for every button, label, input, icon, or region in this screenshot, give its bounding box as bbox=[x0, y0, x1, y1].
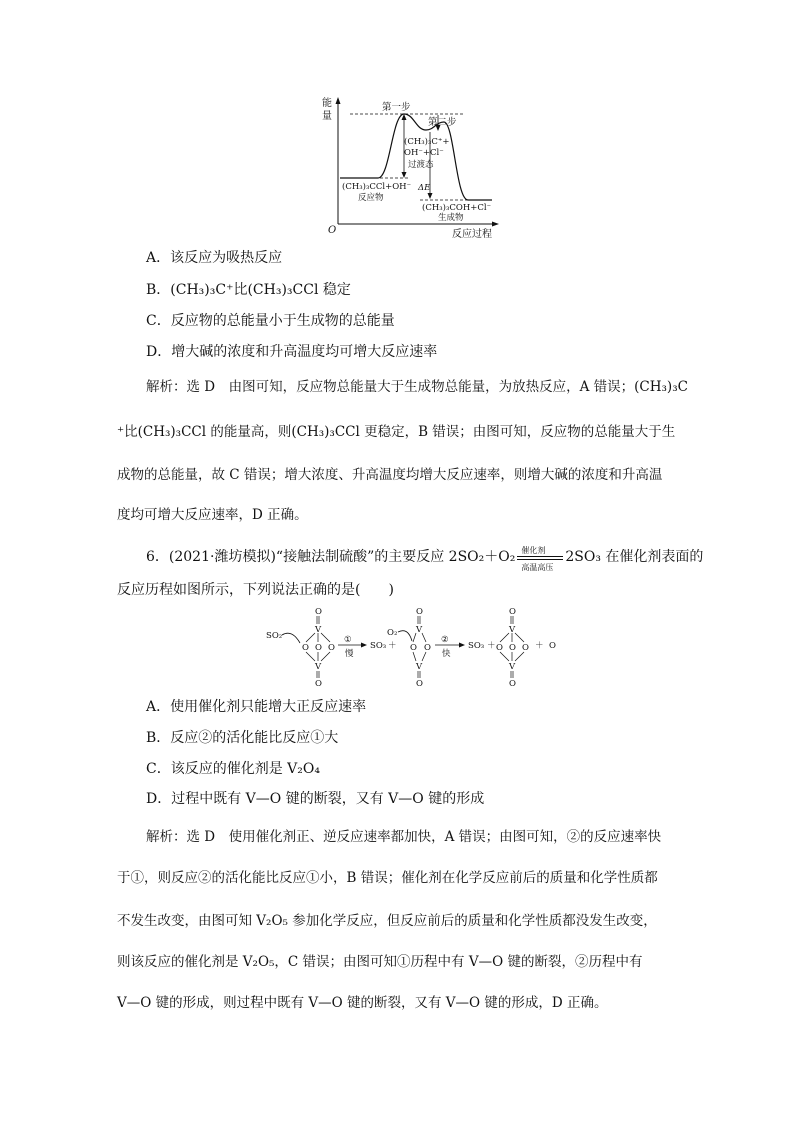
atom-o: O bbox=[302, 643, 309, 653]
q5-solution-line: 解析：选 D 由图可知，反应物总能量大于生成物总能量，为放热反应，A 错误；(CH₃)₃C bbox=[146, 379, 688, 395]
arrowhead bbox=[402, 172, 407, 178]
y-axis-arrow bbox=[336, 97, 341, 104]
arrowhead bbox=[428, 193, 433, 199]
ts-formula-1: (CH₃)₃C⁺+ bbox=[404, 137, 450, 147]
reactant-formula: (CH₃)₃CCl+OH⁻ bbox=[342, 182, 412, 192]
atom-o: O bbox=[509, 643, 516, 653]
q5-option-c: C．反应物的总能量小于生成物的总能量 bbox=[146, 313, 395, 329]
step2-label: 第二步 bbox=[428, 117, 457, 128]
o2-attack-arrow bbox=[398, 631, 412, 641]
delta-e-label: ΔE bbox=[418, 183, 431, 193]
atom-o: O bbox=[416, 679, 423, 687]
so3-label-1: SO₃ bbox=[370, 641, 387, 651]
q6-solution-line: 于①，则反应②的活化能比反应①小，B 错误；催化剂在化学反应前后的质量和化学性质都 bbox=[117, 870, 658, 886]
so2-attack-arrow bbox=[282, 633, 300, 643]
plus-1: ＋ bbox=[388, 641, 397, 651]
atom-o: O bbox=[522, 643, 529, 653]
q6-option-b: B．反应②的活化能比反应①大 bbox=[146, 730, 339, 746]
free-o-atom: O bbox=[549, 641, 556, 651]
q6-option-c: C．该反应的催化剂是 V₂O₄ bbox=[146, 761, 320, 777]
atom-v: V bbox=[416, 662, 423, 672]
ts-label: 过渡态 bbox=[408, 160, 434, 170]
atom-v: V bbox=[416, 625, 423, 635]
q6-solution-line: 不发生改变，由图可知 V₂O₅ 参加化学反应，但反应前后的质量和化学性质都没发生改变， bbox=[117, 913, 657, 929]
atom-o: O bbox=[509, 607, 516, 617]
so3-label-2: SO₃ bbox=[468, 641, 485, 651]
q6-option-a: A．使用催化剂只能增大正反应速率 bbox=[146, 699, 367, 715]
q6-option-d: D．过程中既有 V—O 键的断裂，又有 V—O 键的形成 bbox=[146, 791, 485, 807]
bond bbox=[422, 633, 426, 642]
q5-solution-line: 度均可增大反应速率，D 正确。 bbox=[117, 507, 308, 523]
q6-solution-line: 解析：选 D 使用催化剂正、逆反应速率都加快，A 错误；由图可知，②的反应速率快 bbox=[146, 829, 662, 845]
bond bbox=[413, 652, 416, 661]
bond bbox=[515, 652, 524, 661]
q5-option-b: B．(CH₃)₃C⁺比(CH₃)₃CCl 稳定 bbox=[146, 282, 351, 298]
q6-stem-line1 bbox=[146, 546, 704, 572]
atom-o: O bbox=[410, 643, 417, 653]
atom-v: V bbox=[315, 625, 322, 635]
ts-formula-2: OH⁻+Cl⁻ bbox=[404, 148, 444, 158]
bond bbox=[500, 652, 509, 661]
atom-v: V bbox=[509, 625, 516, 635]
q5-solution-line: ⁺比(CH₃)₃CCl 的能量高，则(CH₃)₃CCl 更稳定，B 错误；由图可知，反应物的总能量大于生 bbox=[117, 424, 676, 440]
step1-number: ① bbox=[344, 635, 352, 645]
v2o5-structure-1 bbox=[302, 607, 335, 687]
arrowhead bbox=[361, 643, 367, 648]
q6-stem-b: 2SO₃ 在催化剂表面的 bbox=[565, 549, 704, 565]
atom-o: O bbox=[315, 643, 322, 653]
step2-number: ② bbox=[441, 635, 449, 645]
origin-label: O bbox=[328, 225, 337, 236]
arrowhead bbox=[459, 643, 465, 648]
step1-label: 第一步 bbox=[382, 102, 411, 113]
bond bbox=[306, 633, 315, 642]
atom-o: O bbox=[509, 679, 516, 687]
x-axis-label: 反应过程 bbox=[452, 229, 492, 240]
q5-option-a: A．该反应为吸热反应 bbox=[146, 250, 283, 266]
atom-o: O bbox=[315, 607, 322, 617]
q5-option-d: D．增大碱的浓度和升高温度均可增大反应速率 bbox=[146, 344, 438, 360]
plus-4: ＋ bbox=[535, 641, 544, 651]
bond bbox=[500, 633, 509, 642]
atom-o: O bbox=[416, 607, 423, 617]
catalyst-bottom: 高温高压 bbox=[521, 563, 554, 572]
product-label: 生成物 bbox=[438, 213, 464, 223]
step1-speed: 慢 bbox=[345, 649, 354, 659]
plus-3: ＋ bbox=[487, 641, 496, 651]
bond bbox=[515, 633, 524, 642]
x-axis-arrow bbox=[492, 222, 499, 227]
eq-arrow-line bbox=[517, 556, 563, 557]
bond bbox=[306, 652, 315, 661]
reactant-label: 反应物 bbox=[358, 193, 384, 203]
mechanism-diagram bbox=[260, 605, 590, 687]
q5-solution-line: 成物的总能量，故 C 错误；增大浓度、升高温度均增大反应速率，则增大碱的浓度和升高温 bbox=[117, 467, 663, 483]
v2o4-structure bbox=[410, 607, 431, 687]
v2o5-structure-2 bbox=[496, 607, 529, 687]
energy-profile-diagram bbox=[310, 92, 500, 242]
atom-o: O bbox=[315, 679, 322, 687]
q6-stem-line2: 反应历程如图所示，下列说法正确的是( ) bbox=[117, 582, 394, 598]
atom-o: O bbox=[424, 643, 431, 653]
atom-o: O bbox=[328, 643, 335, 653]
bond bbox=[422, 652, 426, 661]
bond bbox=[413, 633, 416, 642]
atom-o: O bbox=[496, 643, 503, 653]
q6-solution-line: V—O 键的形成，则过程中既有 V—O 键的断裂，又有 V—O 键的形成，D 正确。 bbox=[117, 995, 608, 1011]
catalyst-condition-arrow bbox=[515, 546, 565, 572]
y-axis-label-neng: 能 bbox=[322, 98, 332, 109]
product-formula: (CH₃)₃COH+Cl⁻ bbox=[422, 203, 492, 213]
so2-label: SO₂ bbox=[266, 631, 283, 641]
bond bbox=[321, 633, 330, 642]
y-axis-label-liang: 量 bbox=[322, 111, 332, 122]
atom-v: V bbox=[509, 662, 516, 672]
bond bbox=[321, 652, 330, 661]
step2-speed: 快 bbox=[442, 649, 451, 659]
q6-stem-a: 6．(2021·潍坊模拟)“接触法制硫酸”的主要反应 2SO₂＋O₂ bbox=[146, 549, 516, 565]
q6-solution-line: 则该反应的催化剂是 V₂O₅，C 错误；由图可知①历程中有 V—O 键的断裂，②历程中有 bbox=[117, 954, 643, 970]
catalyst-top: 催化剂 bbox=[521, 546, 546, 555]
atom-v: V bbox=[315, 662, 322, 672]
o2-label: O₂ bbox=[387, 628, 398, 638]
